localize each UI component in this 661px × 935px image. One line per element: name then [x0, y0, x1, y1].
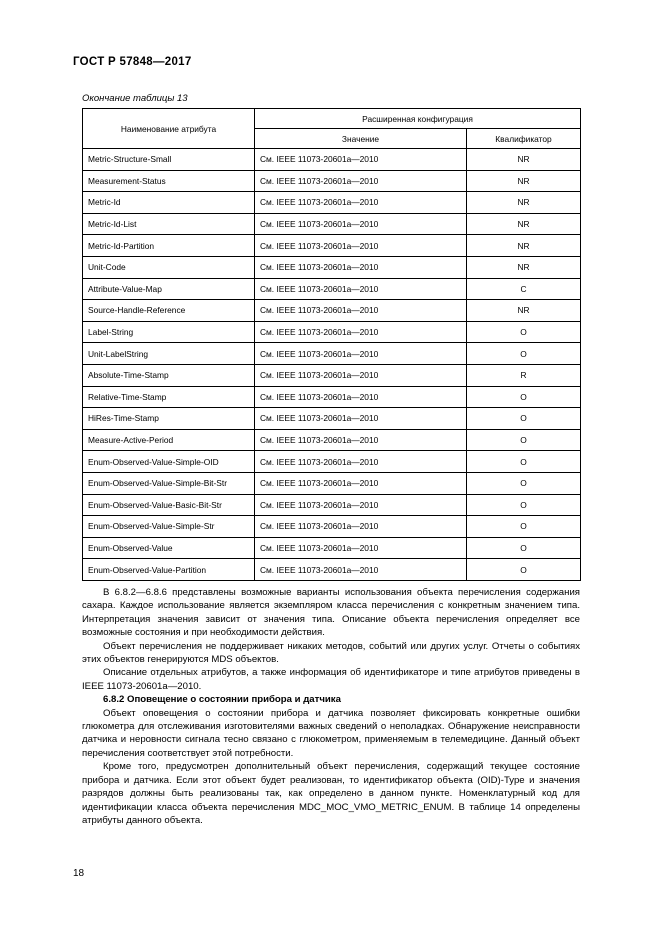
column-header-qualifier: Квалификатор — [467, 129, 581, 149]
cell-qualifier: O — [467, 537, 581, 559]
cell-value: См. IEEE 11073-20601а—2010 — [255, 170, 467, 192]
cell-value: См. IEEE 11073-20601а—2010 — [255, 429, 467, 451]
cell-attribute: HiRes-Time-Stamp — [83, 408, 255, 430]
cell-value: См. IEEE 11073-20601а—2010 — [255, 213, 467, 235]
cell-qualifier: NR — [467, 170, 581, 192]
cell-value: См. IEEE 11073-20601а—2010 — [255, 559, 467, 581]
table-row — [83, 300, 581, 322]
table-row — [83, 386, 581, 408]
cell-attribute: Metric-Id — [83, 192, 255, 214]
table-row — [83, 408, 581, 430]
cell-attribute: Metric-Id-Partition — [83, 235, 255, 257]
cell-qualifier: O — [467, 472, 581, 494]
cell-attribute: Label-String — [83, 321, 255, 343]
cell-qualifier: NR — [467, 149, 581, 171]
table-row — [83, 364, 581, 386]
cell-value: См. IEEE 11073-20601а—2010 — [255, 451, 467, 473]
paragraph-2: Объект перечисления не поддерживает никаких методов, событий или других услуг. Отчеты о событиях этих объектов генерируются MDS объектов. — [82, 640, 580, 666]
cell-qualifier: NR — [467, 235, 581, 257]
table-row — [83, 213, 581, 235]
table-header — [83, 109, 581, 149]
cell-attribute: Source-Handle-Reference — [83, 300, 255, 322]
table-row — [83, 472, 581, 494]
paragraph-3: Описание отдельных атрибутов, а также информация об идентификаторе и типе атрибутов приведены в IEEE 11073-20601а—2010. — [82, 667, 580, 692]
column-header-value: Значение — [255, 129, 467, 149]
cell-qualifier: NR — [467, 192, 581, 214]
cell-attribute: Enum-Observed-Value-Simple-OID — [83, 451, 255, 473]
cell-qualifier: O — [467, 516, 581, 538]
cell-attribute: Measurement-Status — [83, 170, 255, 192]
cell-value: См. IEEE 11073-20601а—2010 — [255, 386, 467, 408]
table-row — [83, 494, 581, 516]
cell-attribute: Unit-Code — [83, 256, 255, 278]
cell-qualifier: O — [467, 408, 581, 430]
cell-attribute: Enum-Observed-Value-Partition — [83, 559, 255, 581]
cell-attribute: Relative-Time-Stamp — [83, 386, 255, 408]
table-row — [83, 192, 581, 214]
table-caption: Окончание таблицы 13 — [82, 93, 188, 104]
table-row — [83, 429, 581, 451]
cell-attribute: Enum-Observed-Value-Simple-Bit-Str — [83, 472, 255, 494]
cell-attribute: Enum-Observed-Value — [83, 537, 255, 559]
section-heading-6-8-2: 6.8.2 Оповещение о состоянии прибора и датчика — [103, 694, 341, 706]
cell-value: См. IEEE 11073-20601а—2010 — [255, 149, 467, 171]
table-row — [83, 451, 581, 473]
cell-qualifier: O — [467, 386, 581, 408]
cell-value: См. IEEE 11073-20601а—2010 — [255, 278, 467, 300]
cell-qualifier: NR — [467, 300, 581, 322]
cell-qualifier: O — [467, 429, 581, 451]
table-row — [83, 537, 581, 559]
cell-value: См. IEEE 11073-20601а—2010 — [255, 321, 467, 343]
table-row — [83, 235, 581, 257]
column-header-extended-config: Расширенная конфигурация — [255, 109, 581, 129]
table-row — [83, 321, 581, 343]
body-paragraphs — [82, 586, 580, 827]
table-row — [83, 170, 581, 192]
cell-value: См. IEEE 11073-20601а—2010 — [255, 300, 467, 322]
cell-value: См. IEEE 11073-20601а—2010 — [255, 472, 467, 494]
cell-value: См. IEEE 11073-20601а—2010 — [255, 235, 467, 257]
cell-qualifier: O — [467, 451, 581, 473]
page-number: 18 — [73, 868, 85, 879]
paragraph-5: Кроме того, предусмотрен дополнительный объект перечисления, содержащий текущее состояние прибора и датчика. Если этот объект будет реализован, то идентификатор объекта (OID)-Туре и значения разрядов должны быть реализованы так, как определено в данном пункте. Номенклатурный код для идентификации класса объекта перечисления MDC_MOC_VMO_METRIC_ENUM. В таблице 14 определены атрибуты данного объекта. — [82, 761, 580, 826]
cell-attribute: Metric-Id-List — [83, 213, 255, 235]
table-row — [83, 149, 581, 171]
cell-qualifier: O — [467, 494, 581, 516]
cell-value: См. IEEE 11073-20601а—2010 — [255, 494, 467, 516]
table-row — [83, 516, 581, 538]
attributes-table — [82, 108, 581, 581]
cell-qualifier: R — [467, 364, 581, 386]
cell-value: См. IEEE 11073-20601а—2010 — [255, 408, 467, 430]
cell-value: См. IEEE 11073-20601а—2010 — [255, 537, 467, 559]
table-row — [83, 559, 581, 581]
table-row — [83, 343, 581, 365]
cell-qualifier: O — [467, 559, 581, 581]
cell-value: См. IEEE 11073-20601а—2010 — [255, 343, 467, 365]
cell-qualifier: NR — [467, 213, 581, 235]
cell-value: См. IEEE 11073-20601а—2010 — [255, 516, 467, 538]
cell-attribute: Enum-Observed-Value-Simple-Str — [83, 516, 255, 538]
cell-qualifier: O — [467, 343, 581, 365]
column-header-attribute-name: Наименование атрибута — [83, 109, 255, 149]
cell-value: См. IEEE 11073-20601а—2010 — [255, 256, 467, 278]
cell-qualifier: C — [467, 278, 581, 300]
table-body — [83, 149, 581, 581]
cell-attribute: Absolute-Time-Stamp — [83, 364, 255, 386]
cell-attribute: Attribute-Value-Map — [83, 278, 255, 300]
cell-qualifier: NR — [467, 256, 581, 278]
cell-attribute: Enum-Observed-Value-Basic-Bit-Str — [83, 494, 255, 516]
table-row — [83, 256, 581, 278]
cell-attribute: Measure-Active-Period — [83, 429, 255, 451]
paragraph-1: В 6.8.2—6.8.6 представлены возможные варианты использования объекта перечисления содержания сахара. Каждое использование является экземпляром класса перечисления с конкретным значением типа. Интерпретация значения зависит от значения типа. Описание объекта перечисления определяет все возможные состояния и при необходимости действия. — [82, 587, 580, 639]
table-row — [83, 278, 581, 300]
paragraph-4: Объект оповещения о состоянии прибора и датчика позволяет фиксировать конкретные ошибки глюкометра для отслеживания изготовителями важных сведений о неполадках. Обнаружение неисправности датчика и неровности сигнала тесно связано с глюкометром, применяемым в телемедицине. Данный объект перечисления соответствует этой потребности. — [82, 707, 580, 759]
table-header-row-1 — [83, 109, 581, 129]
cell-qualifier: O — [467, 321, 581, 343]
cell-value: См. IEEE 11073-20601а—2010 — [255, 192, 467, 214]
cell-value: См. IEEE 11073-20601а—2010 — [255, 364, 467, 386]
standard-header: ГОСТ Р 57848—2017 — [73, 56, 192, 68]
cell-attribute: Metric-Structure-Small — [83, 149, 255, 171]
cell-attribute: Unit-LabelString — [83, 343, 255, 365]
